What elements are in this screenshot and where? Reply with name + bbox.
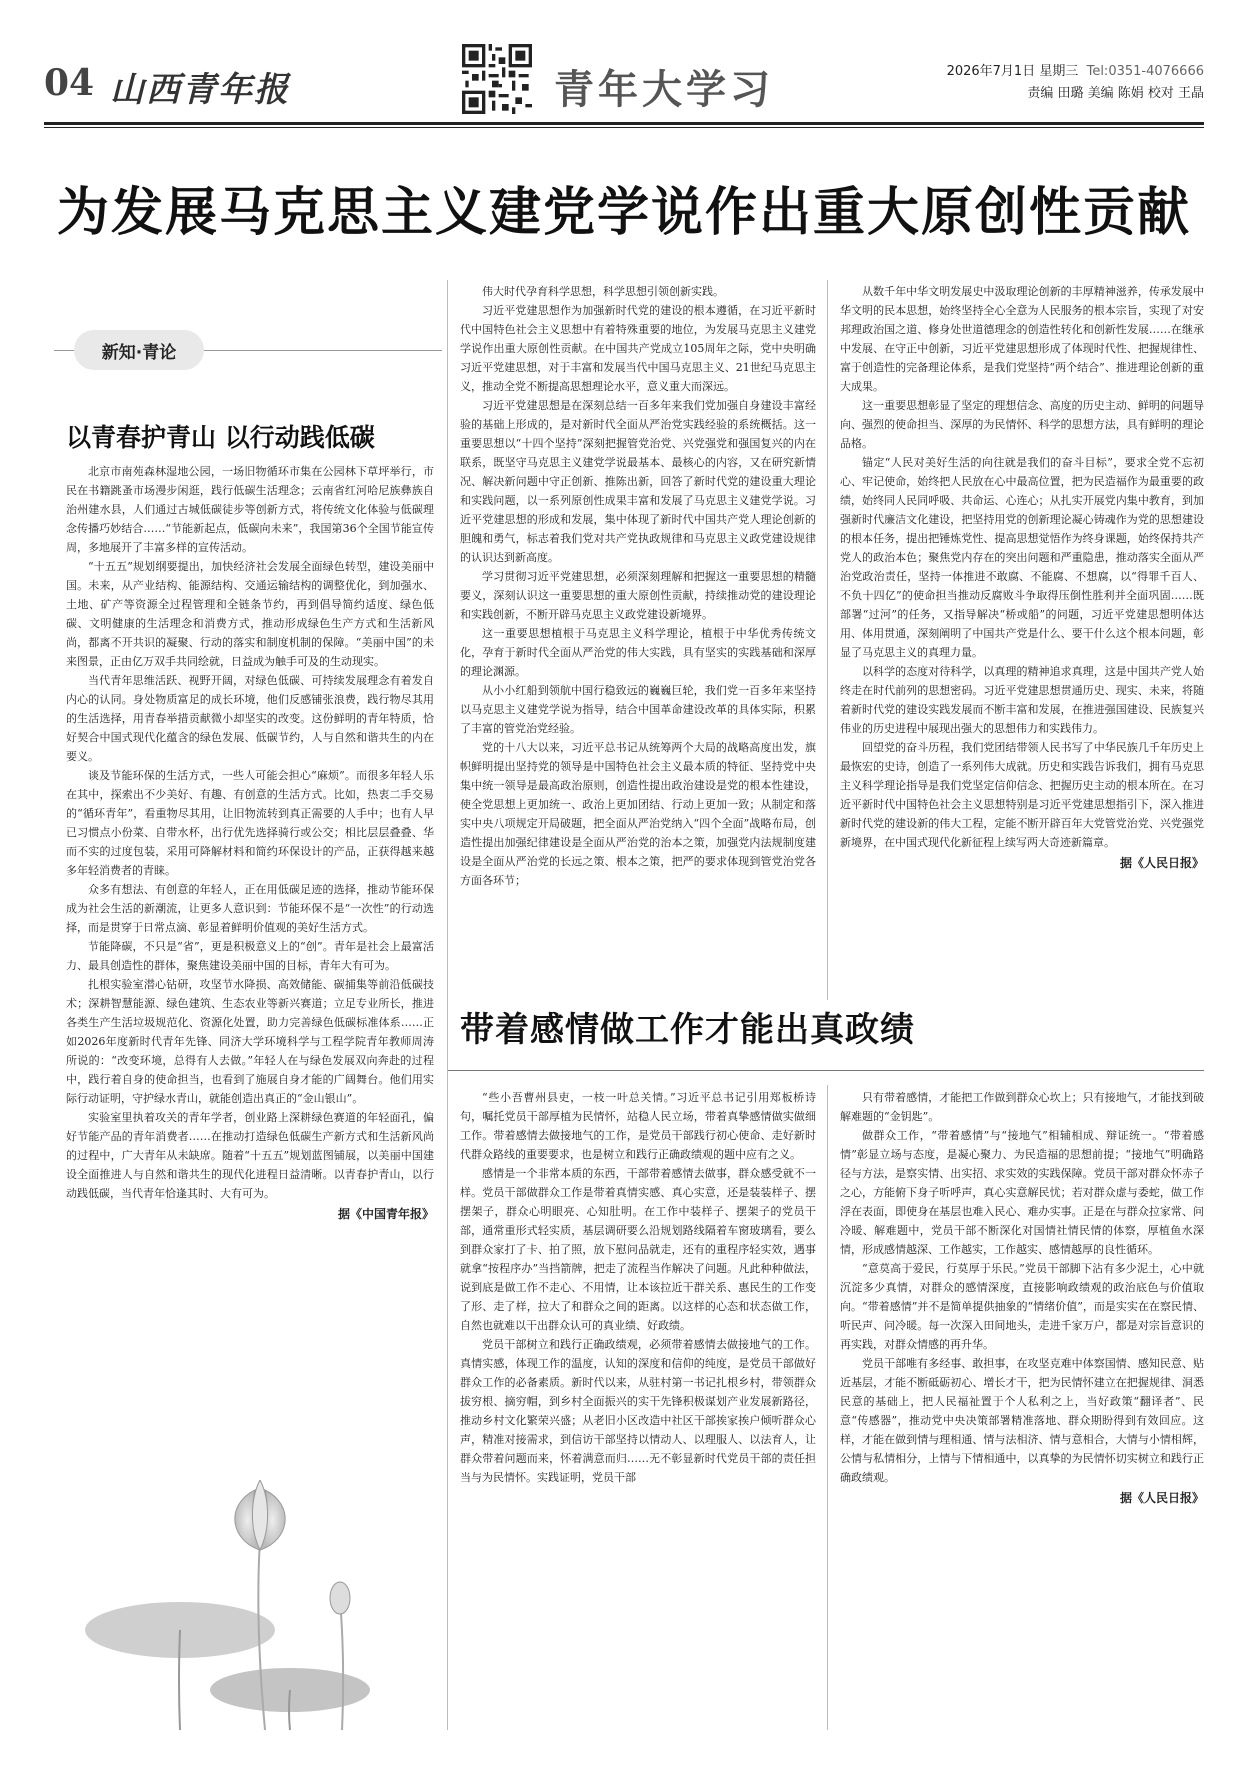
body-paragraph: “十五五”规划纲要提出，加快经济社会发展全面绿色转型，建设美丽中国。未来，从产业结构、能源结构、交通运输结构的调整优化，到加强水、土地、矿产等资源全过程管理和全链条节约，再到倡导简约适度、绿色低碳、文明健康的生活理念和消费方式，推动形成绿色生产方式和生活新风尚，都离不开共识的凝聚、行动的落实和制度机制的保障。“美丽中国”的未来图景，正由亿万双手共同绘就，日益成为触手可及的生动现实。 <box>66 560 434 668</box>
body-paragraph: 党员干部树立和践行正确政绩观，必须带着感情去做接地气的工作。真情实感，体现工作的温度，认知的深度和信仰的纯度，是党员干部做好群众工作的必备素质。新时代以来，从驻村第一书记扎根乡村，带领群众拔穷根、摘穷帽，到乡村全面振兴的实干先锋积极谋划产业发展新路径，推动乡村文化繁荣兴盛；从老旧小区改造中社区干部挨家挨户倾听群众心声，精准对接需求，到信访干部坚持以情动人、以理服人、以法育人，让群众带着问题而来，怀着满意而归……无不彰显新时代党员干部的责任担当与为民情怀。实践证明，党员干部 <box>460 1338 816 1484</box>
masthead-rule-thin <box>44 127 1204 128</box>
body-paragraph: 感情是一个非常本质的东西，干部带着感情去做事，群众感受就不一样。党员干部做群众工作是带着真情实感、真心实意，还是装装样子、摆摆架子，群众心明眼亮、心知肚明。在工作中装样子、摆架子的党员干部，通常重形式轻实质，基层调研要么沿规划路线隔着车窗玻璃看，要么到群众家打了卡、拍了照，放下慰问品就走，还有的重程序轻实效，遇事就拿“按程序办”当挡箭牌，把走了流程当作解决了问题。凡此种种做法，说到底是做工作不走心、不用情，让本该拉近干群关系、惠民生的工作变了形、走了样，拉大了和群众之间的距离。以这样的心态和状态做工作，自然也就难以干出群众认可的真业绩、好政绩。 <box>460 1167 816 1332</box>
date-line <box>947 60 1204 79</box>
article2-column-2 <box>840 1088 1204 1733</box>
body-paragraph: 习近平党建思想是在深刻总结一百多年来我们党加强自身建设丰富经验的基础上形成的，是对新时代全面从严治党实践经验的系统概括。这一重要思想以“十四个坚持”深刻把握管党治党、兴党强党和强国复兴的内在联系，既坚守马克思主义建党学说最基本、最核心的内容，又在研究新情况、解决新问题中守正创新、推陈出新，回答了新时代党的建设重大理论和实践问题，以一系列原创性成果丰富和发展了马克思主义建党学说。习近平党建思想的形成和发展，集中体现了新时代中国共产党人理论创新的胆魄和勇气，标志着我们党对共产党执政规律和马克思主义政党建设规律的认识达到新高度。 <box>460 399 816 564</box>
main-headline: 为发展马克思主义建党学说作出重大原创性贡献 <box>56 183 1191 243</box>
body-paragraph: 从数千年中华文明发展史中汲取理论创新的丰厚精神滋养，传承发展中华文明的民本思想，始终坚持全心全意为人民服务的根本宗旨，实现了对安邦理政治国之道、修身处世道德理念的创造性转化和创新性发展……在继承中发展、在守正中创新，习近平党建思想形成了体现时代性、把握规律性、富于创造性的完备理论体系，是我们党坚持“两个结合”、推进理论创新的重大成果。 <box>840 285 1204 393</box>
body-paragraph: 当代青年思维活跃、视野开阔，对绿色低碳、可持续发展理念有着发自内心的认同。身处物质富足的成长环境，他们反感铺张浪费，践行物尽其用的生活选择，用青春举措贡献微小却坚实的改变。这份鲜明的青年特质，恰好契合中国式现代化蕴含的绿色发展、低碳节约，人与自然和谐共生的内在要义。 <box>66 674 434 763</box>
source-credit: 据《人民日报》 <box>1119 856 1204 870</box>
body-paragraph: 扎根实验室潜心钻研，攻坚节水降损、高效储能、碳捕集等前沿低碳技术；深耕智慧能源、绿色建筑、生态农业等新兴赛道；立足专业所长，推进各类生产生活垃圾规范化、资源化处置，助力完善绿色低碳标准体系……正如2026年度新时代青年先锋、同济大学环境科学与工程学院青年教师周涛所说的：“改变环境，总得有人去做。”年轻人在与绿色发展双向奔赴的过程中，践行着自身的使命担当，也看到了施展自身才能的广阔舞台。他们用实际行动证明，守护绿水青山，就能创造出真正的“金山银山”。 <box>66 978 434 1105</box>
body-paragraph: 节能降碳，不只是“省”，更是积极意义上的“创”。青年是社会上最富活力、最具创造性的群体，聚焦建设美丽中国的目标，青年大有可为。 <box>66 940 434 972</box>
body-paragraph: “意莫高于爱民，行莫厚于乐民。”党员干部脚下沾有多少泥土，心中就沉淀多少真情，对群众的感情深度，直接影响政绩观的政治底色与价值取向。“带着感情”并不是简单提供抽象的“情绪价值”，而是实实在在察民情、听民声、问冷暖。每一次深入田间地头，走进千家万户，都是对宗旨意识的再实践，对群众情感的再升华。 <box>840 1262 1204 1351</box>
body-paragraph: 从小小红船到领航中国行稳致远的巍巍巨轮，我们党一百多年来坚持以马克思主义建党学说为指导，结合中国革命建设改革的具体实际，积累了丰富的管党治党经验。 <box>460 684 816 735</box>
left-article-body <box>66 462 434 1472</box>
column-divider <box>827 1085 828 1730</box>
body-paragraph: 只有带着感情，才能把工作做到群众心坎上；只有接地气，才能找到破解难题的“金钥匙”。 <box>840 1091 1204 1123</box>
column-divider <box>447 280 448 1730</box>
body-paragraph: 做群众工作，“带着感情”与“接地气”相辅相成、辩证统一。“带着感情”彰显立场与态度，是凝心聚力、为民造福的思想前提；“接地气”明确路径与方法，是察实情、出实招、求实效的实践保障。党员干部对群众怀赤子之心，方能俯下身子听呼声，真心实意解民忧；若对群众虚与委蛇，做工作浮在表面，即使身在基层也难入民心、难办实事。正是在与群众拉家常、问冷暖、解难题中，党员干部不断深化对国情社情民情的体察，厚植鱼水深情，形成感情越深、工作越实，工作越实、感情越厚的良性循环。 <box>840 1129 1204 1256</box>
column-badge: 新知·青论 <box>74 330 204 370</box>
body-paragraph: 北京市南苑森林湿地公园，一场旧物循环市集在公园林下草坪举行，市民在书籍跳蚤市场漫步闲逛，践行低碳生活理念；云南省红河哈尼族彝族自治州建水县，人们通过古城低碳徒步等创新方式，将传统文化体验与低碳理念传播巧妙结合……“节能新起点，低碳向未来”，我国第36个全国节能宣传周，多地展开了丰富多样的宣传活动。 <box>66 465 434 554</box>
article1-column-2 <box>840 282 1204 994</box>
body-paragraph: 习近平党建思想作为加强新时代党的建设的根本遵循，在习近平新时代中国特色社会主义思想中有着特殊重要的地位，为发展马克思主义建党学说作出重大原创性贡献。在中国共产党成立105周年之际，党中央明确习近平党建思想，对于丰富和发展当代中国马克思主义、21世纪马克思主义，推动全党不断提高思想理论水平，意义重大而深远。 <box>460 304 816 393</box>
lotus-illustration <box>60 1480 430 1730</box>
qr-code-icon <box>462 44 532 114</box>
body-paragraph: 锚定“人民对美好生活的向往就是我们的奋斗目标”，要求全党不忘初心、牢记使命，始终把人民放在心中最高位置，把为民造福作为最重要的政绩，始终同人民同呼吸、共命运、心连心；从扎实开展党内集中教育，到加强新时代廉洁文化建设，把坚持用党的创新理论凝心铸魂作为党的思想建设的根本任务，提出把锤炼党性、提高思想觉悟作为终身课题，始终保持共产党人的政治本色；聚焦党内存在的突出问题和严重隐患，推动落实全面从严治党政治责任，坚持一体推进不敢腐、不能腐、不想腐，以“得罪千百人、不负十四亿”的使命担当推动反腐败斗争取得压倒性胜利并全面巩固……既部署“过河”的任务，又指导解决“桥或船”的问题，习近平党建思想明体达用、体用贯通，深刻阐明了中国共产党是什么、要干什么这个根本问题，彰显了马克思主义的真理力量。 <box>840 456 1204 659</box>
paper-name-logo: 山西青年报 <box>110 70 290 110</box>
body-paragraph: 党员干部唯有多经事、敢担事，在攻坚克难中体察国情、感知民意、贴近基层，才能不断砥砺初心、增长才干，把为民情怀建立在把握规律、洞悉民意的基础上，把人民福祉置于个人私利之上，当好政策“翻译者”、民意“传感器”，推动党中央决策部署精准落地、群众期盼得到有效回应。这样，才能在做到情与理相通、情与法相济、情与意相合，大情与小情相辉，公情与私情相分，上情与下情相通中，以真挚的为民情怀切实树立和践行正确政绩观。 <box>840 1357 1204 1484</box>
body-paragraph: 伟大时代孕育科学思想，科学思想引领创新实践。 <box>482 285 724 298</box>
article2-rule <box>448 1070 1204 1071</box>
body-paragraph: 众多有想法、有创意的年轻人，正在用低碳足迹的选择，推动节能环保成为社会生活的新潮流，让更多人意识到：节能环保不是“一次性”的行动选择，而是贯穿于日常点滴、彰显着鲜明价值观的美好生活方式。 <box>66 883 434 934</box>
left-article-title: 以青春护青山 以行动践低碳 <box>66 423 375 452</box>
body-paragraph: 谈及节能环保的生活方式，一些人可能会担心“麻烦”。而很多年轻人乐在其中，探索出不少美好、有趣、有创意的生活方式。比如，热衷二手交易的“循环青年”，看重物尽其用，让旧物流转到真正需要的人手中；也有人早已习惯点小份菜、自带水杯，出行优先选择骑行或公交；相比层层叠叠、华而不实的过度包装，采用可降解材料和简约环保设计的产品，正获得越来越多年轻消费者的青睐。 <box>66 769 434 877</box>
article2-column-1 <box>460 1088 816 1733</box>
masthead-rule <box>44 122 1204 125</box>
editor-credits: 责编 田璐 美编 陈娟 校对 王晶 <box>1027 86 1204 101</box>
source-credit: 据《中国青年报》 <box>337 1207 434 1221</box>
body-paragraph: 这一重要思想植根于马克思主义科学理论，植根于中华优秀传统文化，孕育于新时代全面从严治党的伟大实践，具有坚实的实践基础和深厚的理论渊源。 <box>460 627 816 678</box>
article1-column-1 <box>460 282 816 994</box>
section-title: 青年大学习 <box>554 67 774 113</box>
body-paragraph: 回望党的奋斗历程，我们党团结带领人民书写了中华民族几千年历史上最恢宏的史诗，创造了一系列伟大成就。历史和实践告诉我们，拥有马克思主义科学理论指导是我们党坚定信仰信念、把握历史主动的根本所在。在习近平新时代中国特色社会主义思想特别是习近平党建思想指引下，深入推进新时代党的建设新的伟大工程，定能不断开辟百年大党管党治党、兴党强党新境界，在中国式现代化新征程上续写两大奇迹新篇章。 <box>840 741 1204 849</box>
source-credit: 据《人民日报》 <box>1119 1491 1204 1505</box>
masthead <box>44 44 1204 122</box>
column-divider <box>827 280 828 1000</box>
body-paragraph: 以科学的态度对待科学，以真理的精神追求真理，这是中国共产党人始终走在时代前列的思想密码。习近平党建思想贯通历史、现实、未来，将随着新时代党的建设实践发展而不断丰富和发展，在推进强国建设、民族复兴伟业的历史进程中展现出强大的思想伟力和实践伟力。 <box>840 665 1204 735</box>
telephone: Tel:0351-4076666 <box>1086 64 1204 79</box>
body-paragraph: 学习贯彻习近平党建思想，必须深刻理解和把握这一重要思想的精髓要义，深刻认识这一重要思想的重大原创性贡献，持续推动党的建设理论和实践创新，不断开辟马克思主义政党建设新境界。 <box>460 570 816 621</box>
page-number: 04 <box>44 62 95 104</box>
body-paragraph: 实验室里执着攻关的青年学者，创业路上深耕绿色赛道的年轻面孔，偏好节能产品的青年消费者……在推动打造绿色低碳生产新方式和生活新风尚的过程中，广大青年从未缺席。随着“十五五”规划蓝图铺展，以美丽中国建设全面推进人与自然和谐共生的现代化进程日益清晰。以青春护青山，以行动践低碳，当代青年恰逢其时、大有可为。 <box>66 1111 434 1200</box>
body-paragraph: 这一重要思想彰显了坚定的理想信念、高度的历史主动、鲜明的问题导向、强烈的使命担当、深厚的为民情怀、科学的思想方法，具有鲜明的理论品格。 <box>840 399 1204 450</box>
date-text: 2026年7月1日 星期三 <box>946 64 1079 79</box>
article2-title: 带着感情做工作才能出真政绩 <box>460 1010 915 1050</box>
body-paragraph: 党的十八大以来，习近平总书记从统筹两个大局的战略高度出发，旗帜鲜明提出坚持党的领导是中国特色社会主义最本质的特征、坚持党中央集中统一领导是最高政治原则，创造性提出政治建设是党的根本性建设，使全党思想上更加统一、政治上更加团结、行动上更加一致；从制定和落实中央八项规定开局破题，把全面从严治党纳入“四个全面”战略布局，创造性提出加强纪律建设是全面从严治党的治本之策，加强党内法规制度建设是全面从严治党的长远之策、根本之策，把严的要求体现到管党治党各方面各环节； <box>460 741 816 887</box>
body-paragraph: “些小吾曹州县吏，一枝一叶总关情。”习近平总书记引用郑板桥诗句，嘱托党员干部厚植为民情怀，站稳人民立场，带着真挚感情做实做细工作。带着感情去做接地气的工作，是党员干部践行初心使命、走好新时代群众路线的重要要求，也是树立和践行正确政绩观的题中应有之义。 <box>460 1091 816 1161</box>
